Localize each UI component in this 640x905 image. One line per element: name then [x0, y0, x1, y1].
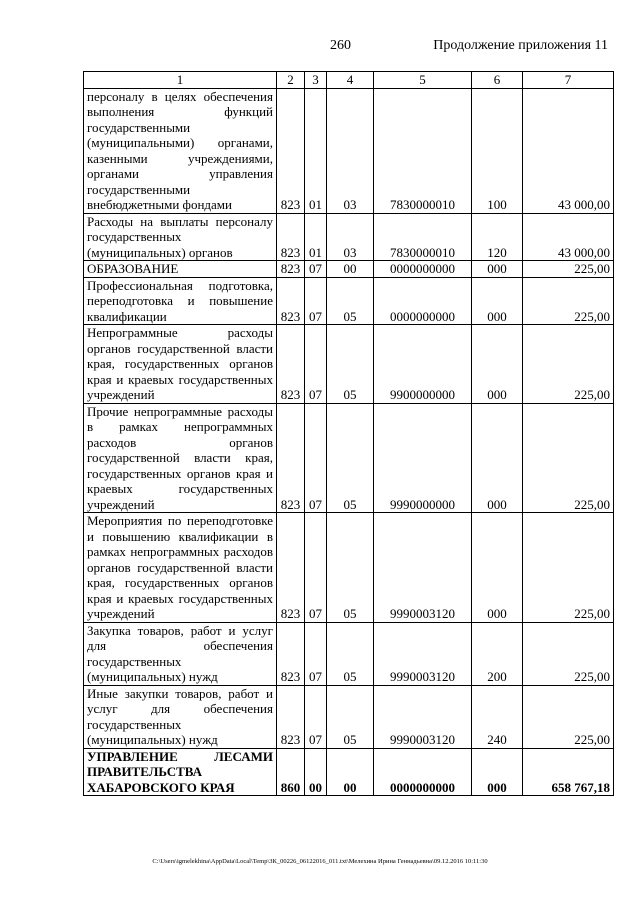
ministry-code: 823: [277, 325, 305, 404]
subsection-code: 05: [327, 403, 374, 513]
expense-name: Прочие непрограммные расходы в рамках непрограммных расходов органов государственной власти края, государственных органов края и краевых государственных учреждений: [84, 403, 277, 513]
target-article-code: 9990003120: [374, 513, 472, 623]
expense-name: персоналу в целях обеспечения выполнения функций государственными (муниципальными) органами, казенными учреждениями, органами управления государственными внебюджетными фондами: [84, 88, 277, 213]
target-article-code: 7830000010: [374, 213, 472, 261]
subsection-code: 00: [327, 261, 374, 278]
expense-name: Мероприятия по переподготовке и повышению квалификации в рамках непрограммных расходов органов государственной власти края, государственных органов края и краевых государственных учреждений: [84, 513, 277, 623]
amount: 225,00: [523, 513, 614, 623]
amount: 225,00: [523, 261, 614, 278]
target-article-code: 9990003120: [374, 685, 472, 748]
amount: 225,00: [523, 325, 614, 404]
subsection-code: 05: [327, 513, 374, 623]
expense-type-code: 000: [472, 277, 523, 325]
expense-type-code: 000: [472, 748, 523, 796]
subsection-code: 05: [327, 277, 374, 325]
target-article-code: 0000000000: [374, 261, 472, 278]
column-header: 7: [523, 72, 614, 89]
section-code: 07: [305, 403, 327, 513]
target-article-code: 0000000000: [374, 748, 472, 796]
expense-type-code: 000: [472, 403, 523, 513]
column-header: 5: [374, 72, 472, 89]
column-header: 4: [327, 72, 374, 89]
column-header: 1: [84, 72, 277, 89]
section-code: 07: [305, 277, 327, 325]
page-number: 260: [330, 38, 351, 53]
table-row: [84, 403, 614, 513]
ministry-code: 823: [277, 513, 305, 623]
section-code: 07: [305, 685, 327, 748]
page-header: [0, 38, 640, 58]
column-header: 3: [305, 72, 327, 89]
table-row: [84, 513, 614, 623]
section-code: 01: [305, 213, 327, 261]
table-row: [84, 277, 614, 325]
section-code: 07: [305, 325, 327, 404]
section-code: 07: [305, 513, 327, 623]
amount: 225,00: [523, 277, 614, 325]
expense-name: Расходы на выплаты персоналу государственных (муниципальных) органов: [84, 213, 277, 261]
subsection-code: 05: [327, 325, 374, 404]
expense-type-code: 200: [472, 622, 523, 685]
ministry-code: 823: [277, 213, 305, 261]
amount: 43 000,00: [523, 213, 614, 261]
subsection-code: 05: [327, 685, 374, 748]
expense-type-code: 240: [472, 685, 523, 748]
table-row: [84, 88, 614, 213]
expense-type-code: 100: [472, 88, 523, 213]
target-article-code: 9990003120: [374, 622, 472, 685]
subsection-code: 05: [327, 622, 374, 685]
expense-name: Закупка товаров, работ и услуг для обеспечения государственных (муниципальных) нужд: [84, 622, 277, 685]
table-row: [84, 622, 614, 685]
expense-type-code: 120: [472, 213, 523, 261]
ministry-code: 823: [277, 88, 305, 213]
ministry-code: 823: [277, 622, 305, 685]
amount: 225,00: [523, 403, 614, 513]
expense-type-code: 000: [472, 261, 523, 278]
target-article-code: 7830000010: [374, 88, 472, 213]
ministry-code: 823: [277, 261, 305, 278]
file-path-footer: C:\Users\igmelekhina\AppData\Local\Temp\ЗК_00226_06122016_011.txt\Мелехина Ирина Геннадьевна\09.12.2016 10:11:30: [152, 858, 488, 865]
column-header: 6: [472, 72, 523, 89]
budget-table: [83, 71, 614, 796]
ministry-code: 823: [277, 277, 305, 325]
expense-name: ОБРАЗОВАНИЕ: [84, 261, 277, 278]
subsection-code: 03: [327, 213, 374, 261]
table-row-total: [84, 748, 614, 796]
amount: 43 000,00: [523, 88, 614, 213]
expense-name: Профессиональная подготовка, переподготовка и повышение квалификации: [84, 277, 277, 325]
target-article-code: 0000000000: [374, 277, 472, 325]
table-row: [84, 213, 614, 261]
section-code: 00: [305, 748, 327, 796]
ministry-code: 860: [277, 748, 305, 796]
section-code: 01: [305, 88, 327, 213]
amount: 658 767,18: [523, 748, 614, 796]
expense-type-code: 000: [472, 325, 523, 404]
column-header: 2: [277, 72, 305, 89]
section-code: 07: [305, 261, 327, 278]
table-row: [84, 261, 614, 278]
target-article-code: 9900000000: [374, 325, 472, 404]
table-header-row: [84, 72, 614, 89]
table-row: [84, 325, 614, 404]
amount: 225,00: [523, 685, 614, 748]
amount: 225,00: [523, 622, 614, 685]
expense-name: УПРАВЛЕНИЕ ЛЕСАМИ ПРАВИТЕЛЬСТВА ХАБАРОВСКОГО КРАЯ: [84, 748, 277, 796]
expense-name: Непрограммные расходы органов государственной власти края, государственных органов края и краевых государственных учреждений: [84, 325, 277, 404]
expense-type-code: 000: [472, 513, 523, 623]
ministry-code: 823: [277, 403, 305, 513]
subsection-code: 00: [327, 748, 374, 796]
table-row: [84, 685, 614, 748]
section-code: 07: [305, 622, 327, 685]
appendix-continuation-label: Продолжение приложения 11: [433, 38, 608, 53]
subsection-code: 03: [327, 88, 374, 213]
ministry-code: 823: [277, 685, 305, 748]
target-article-code: 9990000000: [374, 403, 472, 513]
expense-name: Иные закупки товаров, работ и услуг для обеспечения государственных (муниципальных) нужд: [84, 685, 277, 748]
